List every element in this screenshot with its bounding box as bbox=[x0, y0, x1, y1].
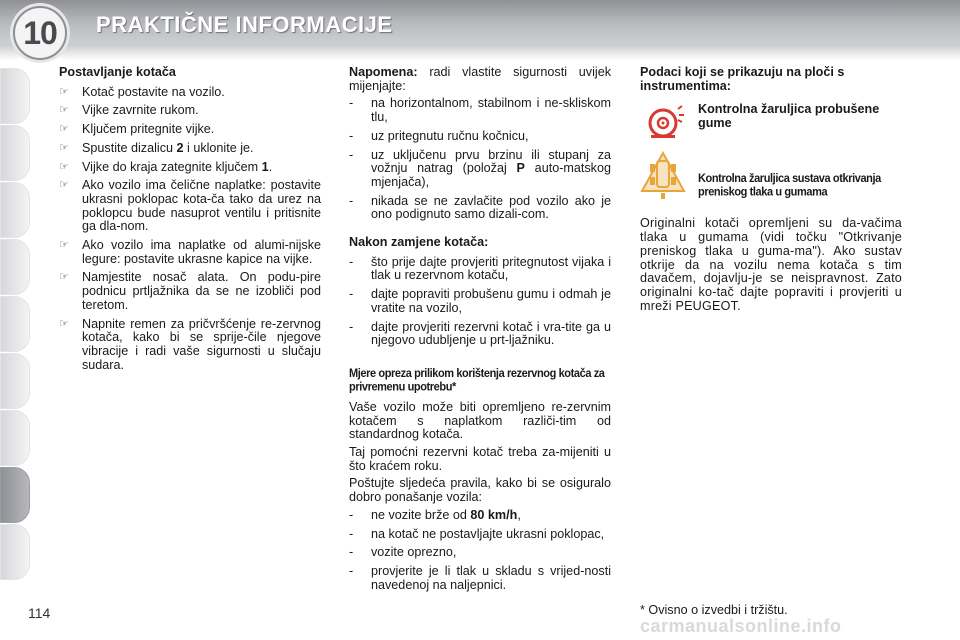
bullet-icon: - bbox=[349, 147, 354, 162]
chapter-tab[interactable] bbox=[0, 68, 30, 124]
list-item bbox=[59, 239, 321, 266]
bullet-icon: ☞ bbox=[59, 85, 69, 98]
list-item bbox=[59, 142, 321, 156]
chapter-tab[interactable] bbox=[0, 182, 30, 238]
list-item-text: Napnite remen za pričvršćenje re-zervnog kotača, kako bi se sprije-čile njegove vibracije i radi vaše sigurnosti u slučaju sudara. bbox=[82, 316, 321, 372]
list-item bbox=[59, 318, 321, 373]
indicator-label: Kontrolna žaruljica probušene gume bbox=[698, 102, 880, 131]
chapter-badge: 10 bbox=[13, 6, 67, 60]
list-item bbox=[59, 179, 321, 234]
note-label: Napomena: bbox=[349, 65, 418, 79]
indicator-row bbox=[640, 151, 902, 209]
list-item bbox=[349, 565, 611, 592]
page-number: 114 bbox=[28, 605, 51, 621]
after-change-list bbox=[349, 256, 611, 348]
page-title: PRAKTIČNE INFORMACIJE bbox=[96, 12, 393, 37]
list-item bbox=[349, 256, 611, 283]
paragraph: Originalni kotači opremljeni su da-vačima tlaka u gumama (vidi točku "Otkrivanje preniskog tlaka u guma-ma"). Ako sustav otkrije da na vozilu nema kotača s tim davačem, dojavlju-je se neispravnost. Zato originalni ko-tač dajte popraviti i provjeriti u mreži PEUGEOT. bbox=[640, 216, 902, 313]
chapter-tab-active[interactable] bbox=[0, 467, 30, 523]
bullet-icon: - bbox=[349, 319, 354, 334]
list-item-text: na horizontalnom, stabilnom i ne-skliskom tlu, bbox=[371, 96, 611, 125]
tyre-puncture-icon bbox=[642, 103, 688, 143]
list-item-text: provjerite je li tlak u skladu s vrijed-nosti navedenoj na naljepnici. bbox=[371, 563, 611, 592]
list-item bbox=[349, 97, 611, 124]
chapter-tab[interactable] bbox=[0, 125, 30, 181]
bullet-icon: ☞ bbox=[59, 104, 69, 117]
bullet-icon: ☞ bbox=[59, 271, 69, 284]
bullet-icon: - bbox=[349, 526, 354, 541]
list-item-text: Spustite dizalicu 2 i uklonite je. bbox=[82, 140, 254, 155]
column-wheel-fitting bbox=[59, 66, 321, 377]
list-item bbox=[349, 509, 611, 523]
bullet-icon: ☞ bbox=[59, 123, 69, 136]
paragraph: Poštujte sljedeća pravila, kako bi se osiguralo dobro ponašanje vozila: bbox=[349, 476, 611, 505]
list-item bbox=[59, 271, 321, 312]
bullet-icon: - bbox=[349, 254, 354, 269]
bullet-icon: ☞ bbox=[59, 160, 69, 173]
column-notes bbox=[349, 66, 611, 597]
note-paragraph bbox=[349, 66, 611, 93]
list-item-text: uz pritegnutu ručnu kočnicu, bbox=[371, 128, 529, 143]
list-item bbox=[349, 321, 611, 348]
chapter-tab[interactable] bbox=[0, 239, 30, 295]
list-item bbox=[349, 149, 611, 190]
bullet-icon: - bbox=[349, 563, 354, 578]
list-item bbox=[59, 123, 321, 137]
list-item-text: Vijke zavrnite rukom. bbox=[82, 103, 199, 118]
list-item bbox=[349, 546, 611, 560]
bullet-icon: ☞ bbox=[59, 179, 69, 192]
indicator-label: Kontrolna žaruljica sustava otkrivanja preniskog tlaka u gumama bbox=[698, 172, 881, 199]
footnote: * Ovisno o izvedbi i tržištu. bbox=[640, 603, 788, 617]
section-heading: Podaci koji se prikazuju na ploči s instrumentima: bbox=[640, 65, 845, 93]
watermark: carmanualsonline.info bbox=[640, 616, 842, 636]
column-dashboard bbox=[640, 66, 902, 317]
bullet-icon: - bbox=[349, 128, 354, 143]
tyre-pressure-warning-icon bbox=[640, 151, 686, 201]
precaution-heading: Mjere opreza prilikom korištenja rezervnog kotača za privremenu upotrebu* bbox=[349, 367, 605, 394]
list-item-text: Ako vozilo ima čelične naplatke: postavite ukrasni poklopac kota-ča tako da urez na poklopcu bude nasuprot ventilu i pritisnite ga dla-nom. bbox=[82, 178, 321, 234]
paragraph: Vaše vozilo može biti opremljeno re-zervnim kotačem s naplatkom različi-tim od standardnog kotača. bbox=[349, 399, 611, 442]
list-item bbox=[59, 104, 321, 118]
section-heading: Postavljanje kotača bbox=[59, 65, 176, 79]
chapter-tab[interactable] bbox=[0, 524, 30, 580]
list-item-text: Namjestite nosač alata. On podu-pire podnicu prtljažnika da se ne izobliči pod teretom. bbox=[82, 270, 321, 312]
list-item bbox=[59, 161, 321, 175]
paragraph: Taj pomoćni rezervni kotač treba za-mijeniti u što kraćem roku. bbox=[349, 445, 611, 473]
list-item-text: Ako vozilo ima naplatke od alumi-nijske legure: postavite ukrasne kapice na vijke. bbox=[82, 238, 321, 266]
list-item bbox=[59, 86, 321, 100]
bullet-icon: ☞ bbox=[59, 239, 69, 252]
list-item bbox=[349, 130, 611, 144]
list-item-text: ne vozite brže od 80 km/h, bbox=[371, 507, 521, 522]
list-item-text: uz uključenu prvu brzinu ili stupanj za vožnju natrag (položaj P auto-matskog mjenjača), bbox=[371, 147, 611, 189]
section-heading: Nakon zamjene kotača: bbox=[349, 235, 489, 250]
list-item-text: vozite oprezno, bbox=[371, 545, 457, 560]
list-item-text: Kotač postavite na vozilo. bbox=[82, 84, 225, 99]
list-item bbox=[349, 288, 611, 315]
instruction-list bbox=[59, 86, 321, 373]
list-item-text: Vijke do kraja zategnite ključem 1. bbox=[82, 159, 273, 174]
chapter-tab[interactable] bbox=[0, 353, 30, 409]
chapter-tab[interactable] bbox=[0, 296, 30, 352]
list-item-text: dajte provjeriti rezervni kotač i vra-tite ga u njegovo udubljenje u prt-ljažniku. bbox=[371, 319, 611, 348]
list-item-text: dajte popraviti probušenu gumu i odmah je vratite na vozilo, bbox=[371, 287, 611, 315]
rules-list bbox=[349, 509, 611, 593]
bullet-icon: - bbox=[349, 507, 354, 522]
bullet-icon: ☞ bbox=[59, 317, 69, 330]
bullet-icon: - bbox=[349, 96, 354, 111]
note-list bbox=[349, 97, 611, 222]
note-text: radi vlastite sigurnosti uvijek mijenjajte: bbox=[349, 65, 611, 93]
list-item-text: Ključem pritegnite vijke. bbox=[82, 122, 215, 137]
list-item bbox=[349, 195, 611, 222]
bullet-icon: - bbox=[349, 193, 354, 208]
list-item-text: što prije dajte provjeriti pritegnutost vijaka i tlak u rezervnom kotaču, bbox=[371, 254, 611, 283]
header-shade bbox=[0, 44, 960, 60]
list-item bbox=[349, 528, 611, 542]
chapter-tab[interactable] bbox=[0, 410, 30, 466]
bullet-icon: ☞ bbox=[59, 141, 69, 154]
bullet-icon: - bbox=[349, 545, 354, 560]
list-item-text: na kotač ne postavljajte ukrasni poklopac, bbox=[371, 526, 605, 541]
indicator-row bbox=[640, 103, 902, 149]
list-item-text: nikada se ne zavlačite pod vozilo ako je ono podignuto samo dizali-com. bbox=[371, 193, 611, 222]
bullet-icon: - bbox=[349, 287, 354, 302]
